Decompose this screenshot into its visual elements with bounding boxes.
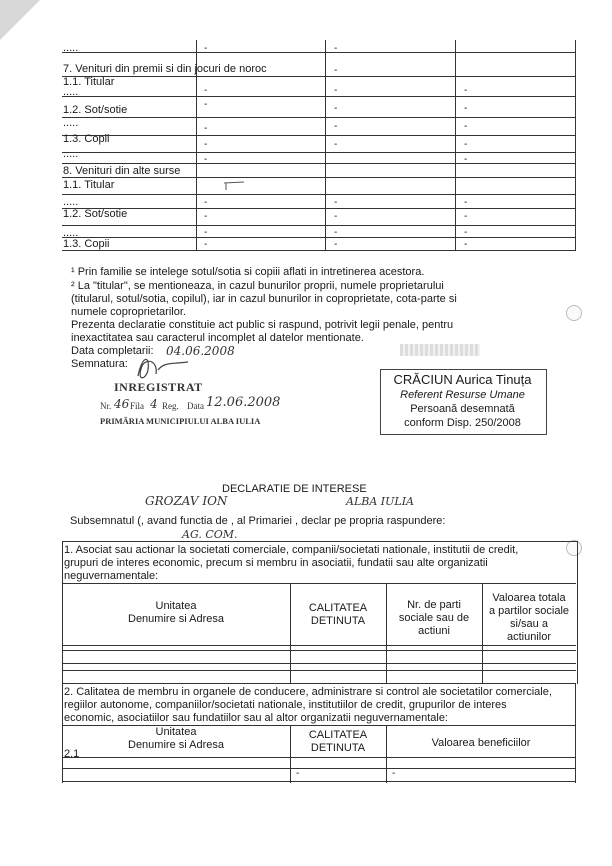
section-8-title: 8. Venituri din alte surse <box>63 165 181 177</box>
empty-dash: - <box>204 99 208 110</box>
empty-dash: - <box>204 239 208 250</box>
row-copii: 1.3. Copii <box>63 133 110 145</box>
col-valoarea-sub: si/sau a <box>510 618 548 630</box>
row-sot-sotie: 1.2. Sot/sotie <box>63 104 128 116</box>
empty-dash: - <box>392 768 396 779</box>
dots: ..... <box>63 86 79 98</box>
row-copii: 1.3. Copii <box>63 238 110 250</box>
stamp-fila-label: Fila <box>130 401 145 411</box>
empty-dash: - <box>204 154 208 165</box>
stamp-institution: PRIMĂRIA MUNICIPIULUI ALBA IULIA <box>100 416 261 426</box>
empty-dash: - <box>334 103 338 114</box>
empty-dash: - <box>464 211 468 222</box>
stamp-person-order: conform Disp. 250/2008 <box>404 417 521 429</box>
declaration-title: DECLARATIE DE INTERESE <box>222 483 367 495</box>
col-nr-parti-sub: actiuni <box>418 625 450 637</box>
stamp-title: INREGISTRAT <box>114 380 203 394</box>
empty-dash: - <box>204 85 208 96</box>
dots: ..... <box>63 227 79 239</box>
col-valoarea-beneficiilor: Valoarea beneficiilor <box>431 737 531 749</box>
empty-dash: - <box>464 121 468 132</box>
dots: ..... <box>63 117 79 129</box>
empty-dash: - <box>334 85 338 96</box>
empty-dash: - <box>204 43 208 54</box>
section-2-text-cont: economic, asociatiilor sau fundatiilor sau al altor organizatii neguvernamentale: <box>64 712 448 724</box>
faint-stamp <box>400 344 480 356</box>
declarant-function: AG. COM. <box>182 528 238 541</box>
declaration-statement: Prezenta declaratie constituie act public si raspund, potrivit legii penale, pentru <box>71 319 454 331</box>
declaration-statement-cont: inexactitatea sau caracterul incomplet al datelor mentionate. <box>71 332 364 344</box>
empty-dash: - <box>204 123 208 134</box>
stamp-data-label: Data <box>187 401 204 411</box>
signature-label: Semnatura: <box>71 358 128 370</box>
dots: ..... <box>63 42 79 54</box>
section-7-title: 7. Venituri din premii si din jocuri de noroc <box>63 63 267 75</box>
stamp-nr-label: Nr. <box>100 401 112 411</box>
col-valoarea-sub: actiunilor <box>506 631 552 643</box>
footnote-1: ¹ Prin familie se intelege sotul/sotia si copiii aflati in intretinerea acestora. <box>71 266 425 278</box>
row-2-1: 2.1 <box>64 748 80 760</box>
col-nr-parti: Nr. de parti <box>407 599 461 611</box>
row-titular: 1.1. Titular <box>63 179 115 191</box>
empty-dash: - <box>464 239 468 250</box>
stamp-reg-label: Reg. <box>162 401 179 411</box>
col-unitatea-sub: Denumire si Adresa <box>128 613 224 625</box>
dots: ..... <box>63 148 79 160</box>
empty-dash: - <box>204 197 208 208</box>
row-sot-sotie: 1.2. Sot/sotie <box>63 208 128 220</box>
col-calitatea: CALITATEA <box>308 729 368 741</box>
declarant-city: ALBA IULIA <box>346 495 414 508</box>
section-1-text: 1. Asociat sau actionar la societati comerciale, companii/societati nationale, institutii de credit, <box>64 544 519 556</box>
date-label: Data completarii: <box>71 345 154 357</box>
empty-dash: - <box>334 227 338 238</box>
stamp-person-desig: Persoană desemnată <box>410 403 515 415</box>
pen-mark <box>222 180 248 192</box>
dots: ..... <box>63 196 79 208</box>
empty-dash: - <box>334 197 338 208</box>
section-1-text-cont: grupuri de interes economic, precum si membru in asociatii, fundatii sau alte organizatii <box>64 557 488 569</box>
row-titular: 1.1. Titular <box>63 76 115 88</box>
empty-dash: - <box>204 211 208 222</box>
footnote-2-cont: numele coproprietarilor. <box>71 306 186 318</box>
empty-dash: - <box>464 227 468 238</box>
empty-dash: - <box>334 43 338 54</box>
col-valoarea: Valoarea totala <box>492 592 566 604</box>
empty-dash: - <box>334 121 338 132</box>
footnote-2: ² La "titular", se mentioneaza, in cazul bunurilor proprii, numele proprietarului <box>71 280 444 292</box>
section-2-text: 2. Calitatea de membru in organele de conducere, administrare si control ale societatilor comerciale, <box>64 686 552 698</box>
empty-dash: - <box>204 139 208 150</box>
empty-dash: - <box>204 227 208 238</box>
empty-dash: - <box>334 211 338 222</box>
empty-dash: - <box>464 197 468 208</box>
col-calitatea: CALITATEA <box>308 602 368 614</box>
stamp-data-value: 12.06.2008 <box>206 395 281 410</box>
empty-dash: - <box>334 65 338 76</box>
col-unitatea: Unitatea <box>155 726 197 738</box>
date-value: 04.06.2008 <box>166 344 235 358</box>
col-unitatea: Unitatea <box>155 600 197 612</box>
stamp-fila-value: 4 <box>150 397 158 411</box>
col-calitatea-sub: DETINUTA <box>310 615 366 627</box>
empty-dash: - <box>334 239 338 250</box>
empty-dash: - <box>464 139 468 150</box>
stamp-person-name: CRĂCIUN Aurica Tinuța <box>393 372 532 387</box>
declarant-name: GROZAV ION <box>145 494 228 508</box>
empty-dash: - <box>464 85 468 96</box>
section-1-text-cont: neguvernamentale: <box>64 570 159 582</box>
declarant-line: Subsemnatul (, avand functia de , al Primariei , declar pe propria raspundere: <box>70 515 446 527</box>
empty-dash: - <box>296 768 300 779</box>
punch-hole <box>566 305 582 321</box>
stamp-person-role: Referent Resurse Umane <box>400 389 525 401</box>
empty-dash: - <box>464 154 468 165</box>
col-unitatea-sub: Denumire si Adresa <box>128 739 224 751</box>
col-valoarea-sub: a partilor sociale <box>488 605 570 617</box>
stamp-nr-value: 46 <box>114 397 130 411</box>
empty-dash: - <box>464 103 468 114</box>
col-nr-parti-sub: sociale sau de <box>398 612 470 624</box>
scan-corner-shadow <box>0 0 40 40</box>
col-calitatea-sub: DETINUTA <box>310 742 366 754</box>
section-2-text-cont: regiilor autonome, companiilor/societati nationale, institutiilor de credit, grupurilor de interes <box>64 699 507 711</box>
footnote-2-cont: (titularul, sotul/sotia, copilul), iar in cazul bunurilor in coproprietate, cota-parte si <box>71 293 457 305</box>
empty-dash: - <box>334 139 338 150</box>
